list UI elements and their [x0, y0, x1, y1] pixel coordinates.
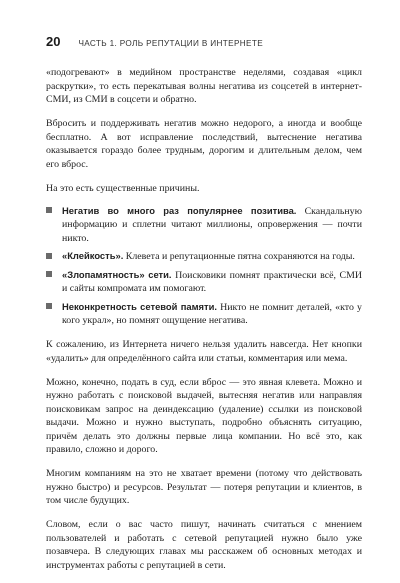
body-text: [46, 66, 362, 583]
paragraph-5: Можно, конечно, подать в суд, если вброс — это явная клевета. Можно и нужно работать с поисковой выдачей, вытесняя негатив или направляя поисковикам запрос на деиндексацию (удаление) ссылки из поисковой выдачи. Можно и нужно выступать, подробно объяснять ситуацию, причём делать это должны первые лица компании. Но всё это, как правило, сложно и дорого.: [46, 376, 362, 455]
page-number: 20: [46, 34, 61, 49]
square-bullet-icon: [46, 271, 52, 277]
page-header: [46, 34, 380, 49]
list-item: [46, 204, 362, 246]
reasons-list: [46, 204, 362, 328]
reason-text: Клевета и репутационные пятна сохраняются на годы.: [123, 251, 355, 262]
list-item: [46, 300, 362, 328]
square-bullet-icon: [46, 207, 52, 213]
paragraph-2: Вбросить и поддерживать негатив можно недорого, а иногда и вообще бесплатно. А вот исправление последствий, вытеснение негатива оказывается гораздо более трудным, дорогим и длительным делом, чем его вброс.: [46, 118, 362, 170]
list-item: [46, 268, 362, 296]
square-bullet-icon: [46, 253, 52, 259]
paragraph-6: Многим компаниям на это не хватает времени (потому что действовать нужно быстро) и ресурсов. Результат — потеря репутации и клиентов, в том числе будущих.: [46, 468, 362, 506]
paragraph-3: На это есть существенные причины.: [46, 182, 200, 194]
paragraph-7: Словом, если о вас часто пишут, начинать считаться с мнением пользователей и работать с сетевой репутацией нужно было уже позавчера. В следующих главах мы расскажем об основных методах и инструментах работы с репутацией в сети.: [46, 519, 362, 571]
reason-term: «Клейкость».: [62, 250, 124, 261]
reason-text: Поисковики помнят практически всё, СМИ и сайты компромата им помогают.: [62, 269, 363, 294]
square-bullet-icon: [46, 303, 52, 309]
reason-term: Негатив во много раз популярнее позитива.: [62, 204, 297, 216]
running-head: ЧАСТЬ 1. РОЛЬ РЕПУТАЦИИ В ИНТЕРНЕТЕ: [78, 39, 264, 48]
list-item: [46, 249, 362, 264]
reason-text: Никто не помнит деталей, «кто у кого украл», но помнят ощущение негатива.: [62, 301, 362, 326]
reason-text: Скандальную информацию и сплетни читают миллионы, опровержения — почти никто.: [62, 205, 362, 244]
reason-term: «Злопамятность» сети.: [62, 268, 172, 280]
reason-term: Неконкретность сетевой памяти.: [62, 300, 217, 312]
paragraph-4: К сожалению, из Интернета ничего нельзя удалить навсегда. Нет кнопки «удалить» для определённого сайта или статьи, комментария или мема.: [46, 339, 362, 364]
paragraph-1: «подогревают» в медийном пространстве неделями, создавая «цикл раскрутки», то есть перекатывая волны негатива из соцсетей в интернет-СМИ, из СМИ в соцсети и обратно.: [46, 67, 362, 105]
